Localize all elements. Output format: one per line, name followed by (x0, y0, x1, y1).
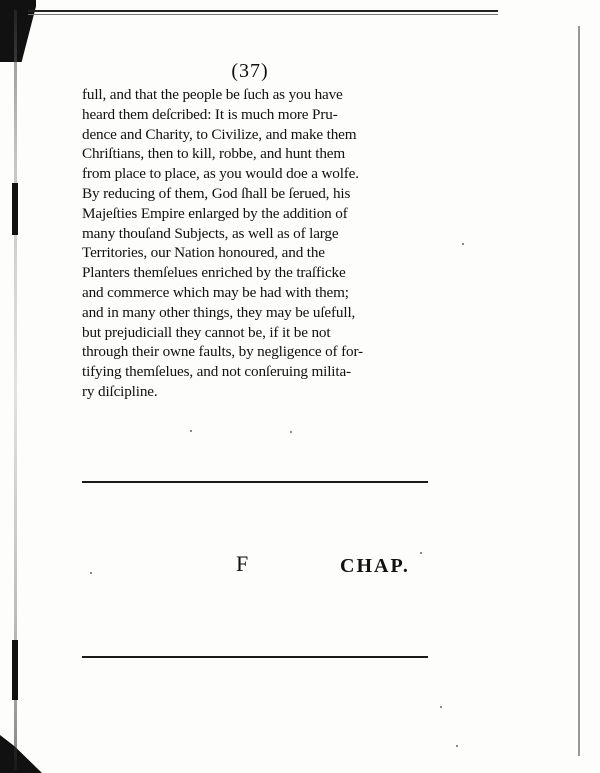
top-border-rule-thin (28, 14, 498, 15)
scan-corner-artifact-bottom (0, 735, 42, 773)
text-line: Territories, our Nation honoured, and the (82, 244, 325, 262)
catchword: CHAP. (340, 555, 410, 577)
scan-speck (456, 745, 458, 747)
text-line: Majeſties Empire enlarged by the addition of (82, 204, 348, 222)
section-divider-top (82, 481, 428, 483)
text-line: dence and Charity, to Civilize, and make them (82, 125, 357, 143)
scan-speck (90, 572, 92, 574)
body-text (82, 85, 442, 402)
scan-speck (440, 706, 442, 708)
text-line: and commerce which may be had with them; (82, 283, 349, 301)
page-right-edge (578, 26, 580, 756)
text-line: through their owne faults, by negligence of for- (82, 343, 363, 361)
text-line: many thouſand Subjects, as well as of large (82, 224, 339, 242)
scan-speck (462, 243, 464, 245)
text-line: By reducing of them, God ſhall be ſerued, his (82, 184, 351, 202)
text-line: and in many other things, they may be uſefull, (82, 303, 356, 321)
text-line: from place to place, as you would doe a wolfe. (82, 165, 359, 183)
scan-edge-mark (12, 640, 18, 700)
text-line: Planters themſelues enriched by the traſficke (82, 264, 346, 282)
scan-edge-mark (12, 183, 18, 235)
signature-mark: F (236, 551, 249, 576)
text-line: full, and that the people be ſuch as you have (82, 86, 343, 103)
text-line: heard them deſcribed: It is much more Pru- (82, 105, 338, 123)
scan-speck (190, 430, 192, 432)
text-line: tifying themſelues, and not conſeruing milita- (82, 363, 351, 381)
scan-speck (290, 431, 292, 433)
text-line: Chriſtians, then to kill, robbe, and hunt them (82, 145, 346, 163)
text-line: but prejudiciall they cannot be, if it be not (82, 323, 331, 341)
text-line: ry diſcipline. (82, 382, 158, 400)
page-number: (37) (231, 60, 269, 82)
section-divider-bottom (82, 656, 428, 658)
top-border-rule (28, 10, 498, 12)
scan-speck (420, 552, 422, 554)
